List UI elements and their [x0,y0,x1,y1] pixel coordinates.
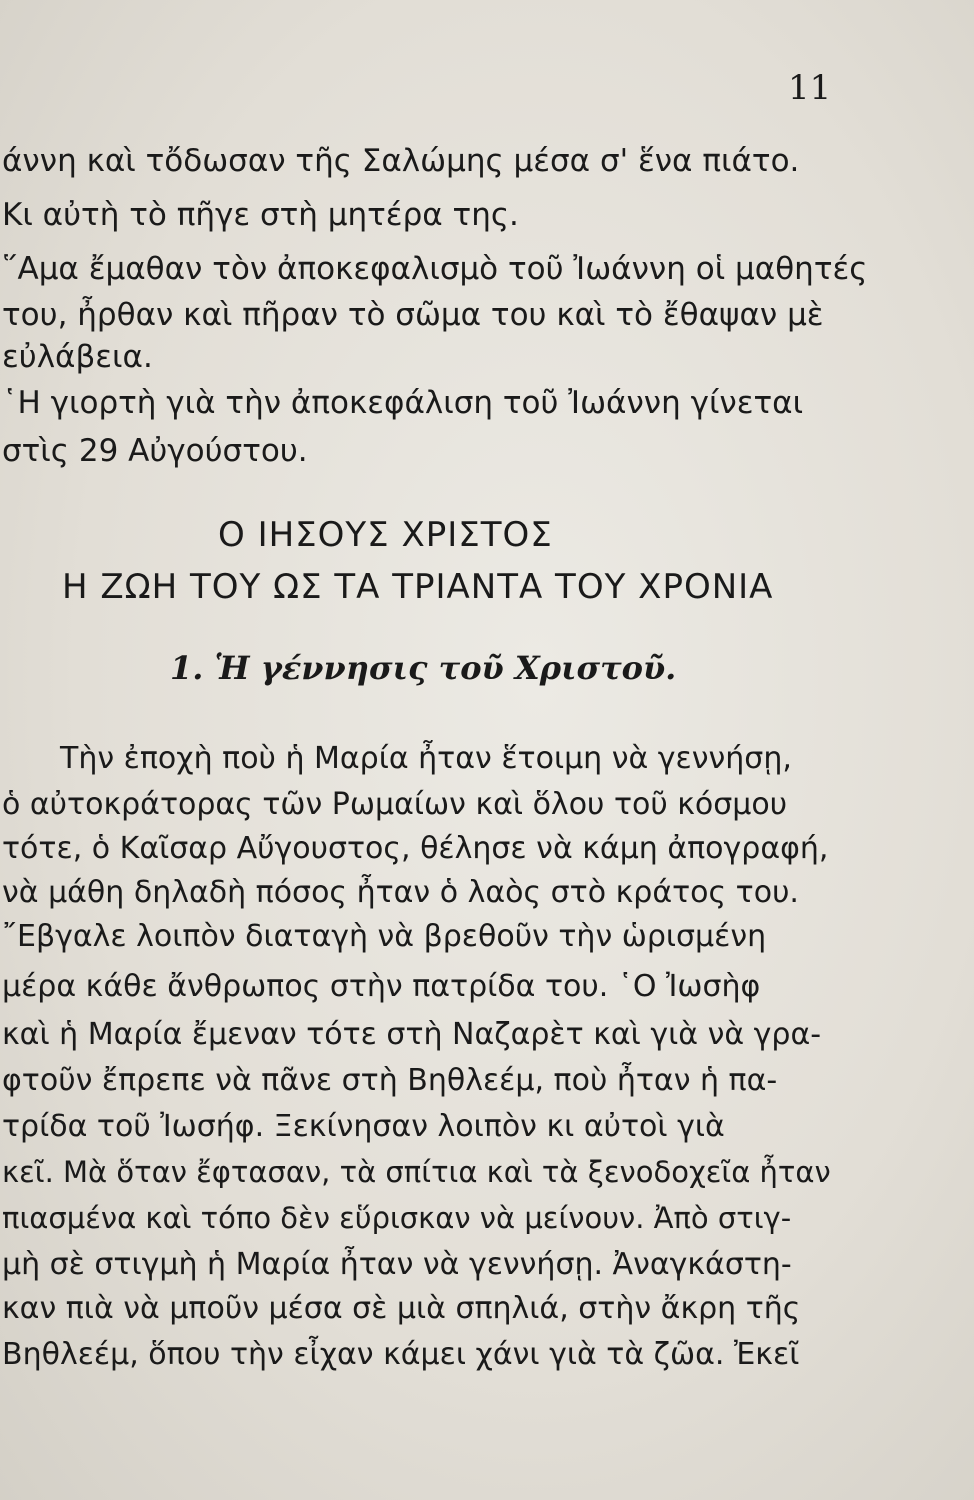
text-line: εὐλάβεια. [2,339,153,375]
text-line: νὰ μάθη δηλαδὴ πόσος ἦταν ὁ λαὸς στὸ κράτος του. [2,875,799,910]
section-heading: 1. Ἡ γέννησις τοῦ Χριστοῦ. [170,649,677,687]
text-line: τρίδα τοῦ Ἰωσήφ. Ξεκίνησαν λοιπὸν κι αὐτοὶ γιὰ [2,1109,725,1144]
text-line: Τὴν ἐποχὴ ποὺ ἡ Μαρία ἦταν ἕτοιμη νὰ γεννήσῃ, [60,741,792,776]
page-number: 11 [788,68,832,108]
text-line: καν πιὰ νὰ μποῦν μέσα σὲ μιὰ σπηλιά, στὴν ἄκρη τῆς [2,1291,801,1326]
chapter-title: Ο ΙΗΣΟΥΣ ΧΡΙΣΤΟΣ [218,515,553,555]
text-line: ῾Η γιορτὴ γιὰ τὴν ἀποκεφάλιση τοῦ Ἰωάννη γίνεται [2,385,804,421]
text-line: άννη καὶ τὄδωσαν τῆς Σαλώμης μέσα σ' ἕνα πιάτο. [2,143,800,179]
text-line: πιασμένα καὶ τόπο δὲν εὕρισκαν νὰ μείνουν. Ἀπὸ στιγ- [2,1201,792,1235]
text-line: μὴ σὲ στιγμὴ ἡ Μαρία ἦταν νὰ γεννήσῃ. Ἀναγκάστη- [2,1247,792,1282]
text-line: ῞Αμα ἔμαθαν τὸν ἀποκεφαλισμὸ τοῦ Ἰωάννη οἱ μαθητές [2,251,868,287]
text-line: καὶ ἡ Μαρία ἔμεναν τότε στὴ Ναζαρὲτ καὶ γιὰ νὰ γρα- [2,1017,822,1052]
text-line: κεῖ. Μὰ ὅταν ἔφτασαν, τὰ σπίτια καὶ τὰ ξενοδοχεῖα ἦταν [2,1155,831,1189]
text-line: Κι αὐτὴ τὸ πῆγε στὴ μητέρα της. [2,197,519,233]
text-line: Βηθλεέμ, ὅπου τὴν εἶχαν κάμει χάνι γιὰ τὰ ζῶα. Ἐκεῖ [2,1337,800,1372]
text-line: τότε, ὁ Καῖσαρ Αὔγουστος, θέλησε νὰ κάμη ἀπογραφή, [2,831,829,866]
text-line: μέρα κάθε ἄνθρωπος στὴν πατρίδα του. ῾Ο Ἰωσὴφ [2,969,761,1004]
text-line: του, ἦρθαν καὶ πῆραν τὸ σῶμα του καὶ τὸ ἔθαψαν μὲ [2,297,824,333]
text-line: φτοῦν ἔπρεπε νὰ πᾶνε στὴ Βηθλεέμ, ποὺ ἦταν ἡ πα- [2,1063,778,1098]
chapter-subtitle: Η ΖΩΗ ΤΟΥ ΩΣ ΤΑ ΤΡΙΑΝΤΑ ΤΟΥ ΧΡΟΝΙΑ [62,567,774,607]
text-line: στὶς 29 Αὐγούστου. [2,433,308,469]
text-line: ὁ αὐτοκράτορας τῶν Ρωμαίων καὶ ὅλου τοῦ κόσμου [2,787,788,822]
text-line: ῎Εβγαλε λοιπὸν διαταγὴ νὰ βρεθοῦν τὴν ὡρισμένη [2,919,767,954]
